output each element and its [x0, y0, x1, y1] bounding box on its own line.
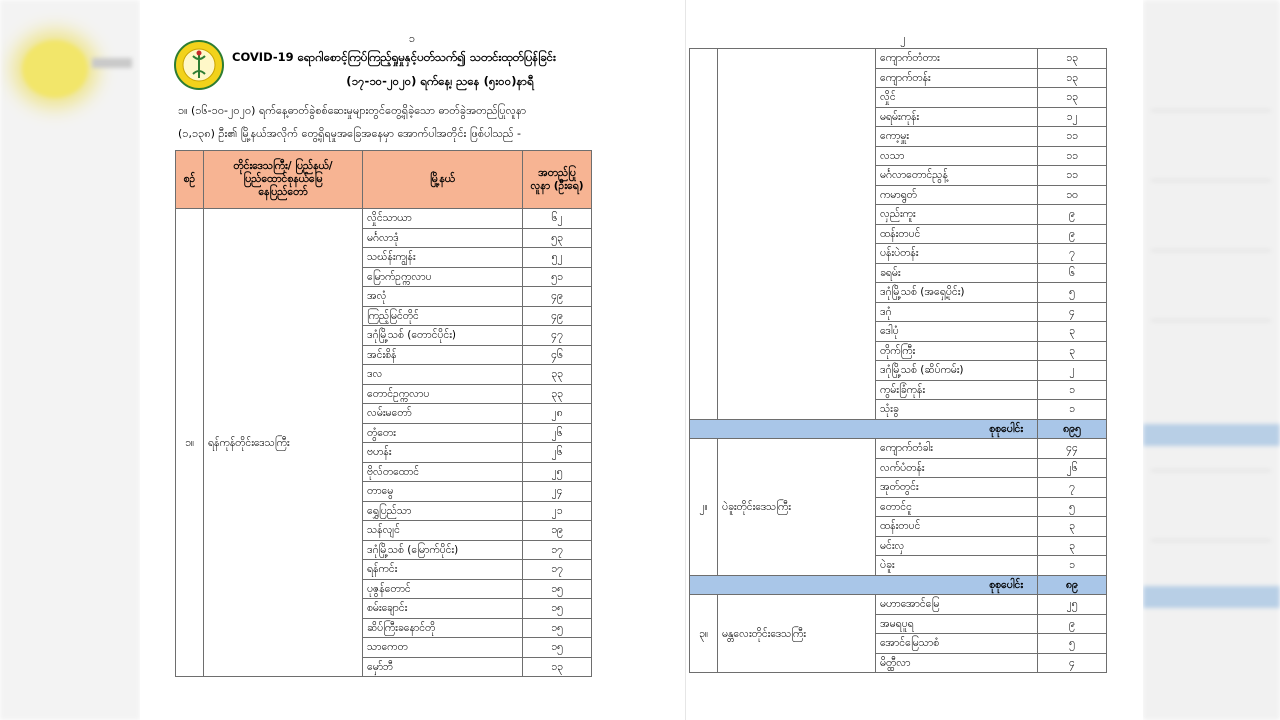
- background-bar: [92, 58, 132, 68]
- row-township: စမ်းချောင်း: [363, 599, 523, 619]
- table-row: [690, 595, 1107, 615]
- row-township: ကြည့်မြင်တိုင်: [363, 306, 523, 326]
- ministry-logo-icon: [174, 40, 224, 90]
- row-case-count: ၇: [1038, 478, 1107, 498]
- row-case-count: ၂၅: [1038, 595, 1107, 615]
- row-case-count: ၃၃: [523, 365, 592, 385]
- background-line: [1151, 540, 1271, 541]
- row-township: မှော်ဘီ: [363, 657, 523, 677]
- row-township: ဗိုလ်တထောင်: [363, 462, 523, 482]
- table-row: [176, 209, 592, 229]
- row-serial: ၁။: [176, 209, 204, 677]
- page-number: ၂: [900, 32, 906, 45]
- row-township: အလုံ: [363, 287, 523, 307]
- row-township: သုံးခွ: [876, 400, 1038, 420]
- row-case-count: ၅၁: [523, 267, 592, 287]
- row-township: အမရပူရ: [876, 614, 1038, 634]
- row-township: ဒဂုံမြို့သစ် (တောင်ပိုင်း): [363, 326, 523, 346]
- row-township: မင်္ဂလာဒုံ: [363, 228, 523, 248]
- row-serial: ၂။: [690, 439, 718, 576]
- row-township: ဒဂုံ: [876, 302, 1038, 322]
- row-case-count: ၇: [1038, 244, 1107, 264]
- row-case-count: ၂၅: [523, 462, 592, 482]
- row-case-count: ၂၆: [1038, 458, 1107, 478]
- row-case-count: ၅၂: [523, 248, 592, 268]
- row-case-count: ၄: [1038, 653, 1107, 673]
- row-case-count: ၁၃: [1038, 88, 1107, 108]
- row-township: လက်ပံတန်း: [876, 458, 1038, 478]
- header-region-line: ပြည်ထောင်စုနယ်မြေ: [243, 173, 323, 185]
- row-case-count: ၃: [1038, 341, 1107, 361]
- row-township: ပန်းပဲတန်း: [876, 244, 1038, 264]
- document-title: COVID-19 ရောဂါစောင့်ကြပ်ကြည့်ရှုမှုနှင့်ပတ်သက်၍ သတင်းထုတ်ပြန်ခြင်း: [232, 50, 556, 64]
- total-row: [690, 419, 1107, 439]
- row-case-count: ၅၃: [523, 228, 592, 248]
- total-count: ၈၉: [1038, 575, 1107, 595]
- row-township: လမ်းမတော်: [363, 404, 523, 424]
- row-case-count: ၁၃: [1038, 49, 1107, 69]
- row-township: ထန်းတပင်: [876, 517, 1038, 537]
- row-case-count: ၉: [1038, 614, 1107, 634]
- row-township: ဆိပ်ကြီးခနောင်တို: [363, 618, 523, 638]
- row-case-count: ၅: [1038, 283, 1107, 303]
- row-township: ထန်းတပင်: [876, 224, 1038, 244]
- background-line: [1151, 180, 1271, 181]
- row-case-count: ၅: [1038, 497, 1107, 517]
- document-page-1: [140, 0, 685, 720]
- background-line: [1151, 250, 1271, 251]
- row-case-count: ၂၁: [523, 501, 592, 521]
- row-case-count: ၂၈: [523, 404, 592, 424]
- row-township: ဒလ: [363, 365, 523, 385]
- row-case-count: ၄၆: [523, 345, 592, 365]
- row-township: သန်လျင်: [363, 521, 523, 541]
- row-township: ကျောက်တန်း: [876, 68, 1038, 88]
- row-case-count: ၄၉: [523, 306, 592, 326]
- row-township: ကျောက်တံတား: [876, 49, 1038, 69]
- row-township: အင်းစိန်: [363, 345, 523, 365]
- total-count: ၈၉၅: [1038, 419, 1107, 439]
- row-region: [718, 49, 876, 420]
- row-township: မင်းလှ: [876, 536, 1038, 556]
- row-case-count: ၁၅: [523, 599, 592, 619]
- row-township: ကော့မှူး: [876, 127, 1038, 147]
- row-case-count: ၁၁: [1038, 127, 1107, 147]
- row-case-count: ၁၀: [1038, 185, 1107, 205]
- cases-table-right: [689, 48, 1107, 673]
- row-case-count: ၂၄: [523, 482, 592, 502]
- row-township: အောင်မြေသာစံ: [876, 634, 1038, 654]
- row-township: တောင်ဥက္ကလာပ: [363, 384, 523, 404]
- row-case-count: ၁၅: [523, 579, 592, 599]
- background-line: [1151, 110, 1271, 111]
- background-logo-blur: [22, 40, 88, 98]
- row-township: ရွှေပြည်သာ: [363, 501, 523, 521]
- row-township: ကမာရွတ်: [876, 185, 1038, 205]
- row-township: သဃ်န်းကျွန်း: [363, 248, 523, 268]
- row-case-count: ၄၉: [523, 287, 592, 307]
- header-region-line: တိုင်းဒေသကြီး/ ပြည်နယ်/: [233, 160, 333, 172]
- row-serial: ၃။: [690, 595, 718, 673]
- row-case-count: ၁၇: [523, 540, 592, 560]
- row-case-count: ၆: [1038, 263, 1107, 283]
- row-township: ဒဂုံမြို့သစ် (အရှေ့ပိုင်း): [876, 283, 1038, 303]
- total-label: စုစုပေါင်း: [690, 575, 1038, 595]
- row-township: မိတ္ထီလာ: [876, 653, 1038, 673]
- row-township: တွံတေး: [363, 423, 523, 443]
- row-case-count: ၅: [1038, 634, 1107, 654]
- row-case-count: ၉: [1038, 205, 1107, 225]
- row-township: ဒေါပုံ: [876, 322, 1038, 342]
- row-township: လှိုင်: [876, 88, 1038, 108]
- row-township: မြောက်ဥက္ကလာပ: [363, 267, 523, 287]
- row-case-count: ၂: [1038, 361, 1107, 381]
- header-township: မြို့နယ်: [363, 151, 523, 209]
- background-line: [1151, 320, 1271, 321]
- document-page-2: [685, 0, 1143, 720]
- row-township: လှိုင်သာယာ: [363, 209, 523, 229]
- row-case-count: ၁: [1038, 380, 1107, 400]
- row-case-count: ၆၂: [523, 209, 592, 229]
- header-cases-line: လူနာ (ဦးရေ): [530, 179, 584, 192]
- header-serial: စဉ်: [176, 151, 204, 209]
- row-township: ခရမ်း: [876, 263, 1038, 283]
- intro-paragraph-line2: (၁,၁၃၈) ဦး၏ မြို့နယ်အလိုက် တွေ့ရှိရမှုအခြေအနေမှာ အောက်ပါအတိုင်း ဖြစ်ပါသည် -: [178, 127, 521, 140]
- header-region-line: နေပြည်တော်: [258, 186, 308, 198]
- row-case-count: ၄၄: [1038, 439, 1107, 459]
- row-township: တာမွေ: [363, 482, 523, 502]
- row-case-count: ၃: [1038, 322, 1107, 342]
- row-case-count: ၄၇: [523, 326, 592, 346]
- row-township: မင်္ဂလာတောင်ညွန့်: [876, 166, 1038, 186]
- background-band: [1143, 424, 1280, 446]
- row-case-count: ၃: [1038, 536, 1107, 556]
- row-case-count: ၂၆: [523, 423, 592, 443]
- row-township: မရမ်းကုန်း: [876, 107, 1038, 127]
- row-case-count: ၁၂: [1038, 107, 1107, 127]
- background-blur-right: [1143, 0, 1280, 720]
- background-line: [1151, 470, 1271, 471]
- row-case-count: ၃၃: [523, 384, 592, 404]
- row-township: ဒဂုံမြို့သစ် (မြောက်ပိုင်း): [363, 540, 523, 560]
- row-township: ကွမ်းခြံကုန်း: [876, 380, 1038, 400]
- row-township: တိုက်ကြီး: [876, 341, 1038, 361]
- header-cases-line: အတည်ပြု: [538, 166, 576, 179]
- row-case-count: ၂၆: [523, 443, 592, 463]
- row-township: လှည်းကူး: [876, 205, 1038, 225]
- row-township: လသာ: [876, 146, 1038, 166]
- background-blur-left: [0, 0, 140, 720]
- table-header-row: [176, 151, 592, 209]
- row-township: ကျောက်တံခါး: [876, 439, 1038, 459]
- row-case-count: ၁၉: [523, 521, 592, 541]
- row-case-count: ၁၁: [1038, 166, 1107, 186]
- table-row: [690, 439, 1107, 459]
- document-subtitle: (၁၇-၁၀-၂၀၂၀) ရက်နေ့၊ ညနေ (၅း၀၀)နာရီ: [346, 74, 534, 88]
- row-township: ဒဂုံမြို့သစ် (ဆိပ်ကမ်း): [876, 361, 1038, 381]
- background-band: [1143, 586, 1280, 608]
- row-case-count: ၁၇: [523, 560, 592, 580]
- row-region: မန္တလေးတိုင်းဒေသကြီး: [718, 595, 876, 673]
- cases-table-left: [175, 150, 592, 677]
- row-region: ပဲခူးတိုင်းဒေသကြီး: [718, 439, 876, 576]
- table-row: [690, 49, 1107, 69]
- row-serial: [690, 49, 718, 420]
- row-case-count: ၃: [1038, 517, 1107, 537]
- row-case-count: ၁၃: [1038, 68, 1107, 88]
- row-township: ပဲခူး: [876, 556, 1038, 576]
- row-township: အုတ်တွင်း: [876, 478, 1038, 498]
- total-row: [690, 575, 1107, 595]
- row-township: ပုဇွန်တောင်: [363, 579, 523, 599]
- header-region: [204, 151, 363, 209]
- row-township: သာကေတ: [363, 638, 523, 658]
- row-case-count: ၄: [1038, 302, 1107, 322]
- row-case-count: ၁၁: [1038, 146, 1107, 166]
- row-township: မဟာအောင်မြေ: [876, 595, 1038, 615]
- intro-paragraph-line1: ၁။ (၁၆-၁၀-၂၀၂၀) ရက်နေ့ဓာတ်ခွဲစစ်ဆေးမှုများတွင်တွေ့ရှိခဲ့သော ဓာတ်ခွဲအတည်ပြုလူနာ: [178, 104, 527, 117]
- row-case-count: ၁: [1038, 556, 1107, 576]
- row-case-count: ၁: [1038, 400, 1107, 420]
- total-label: စုစုပေါင်း: [690, 419, 1038, 439]
- row-case-count: ၁၅: [523, 638, 592, 658]
- row-township: ဗဟန်း: [363, 443, 523, 463]
- row-case-count: ၉: [1038, 224, 1107, 244]
- row-township: ရန်ကင်း: [363, 560, 523, 580]
- page-number: ၁: [408, 32, 416, 45]
- row-township: တောင်ငူ: [876, 497, 1038, 517]
- row-case-count: ၁၃: [523, 657, 592, 677]
- header-cases: [523, 151, 592, 209]
- row-case-count: ၁၅: [523, 618, 592, 638]
- row-region: ရန်ကုန်တိုင်းဒေသကြီး: [204, 209, 363, 677]
